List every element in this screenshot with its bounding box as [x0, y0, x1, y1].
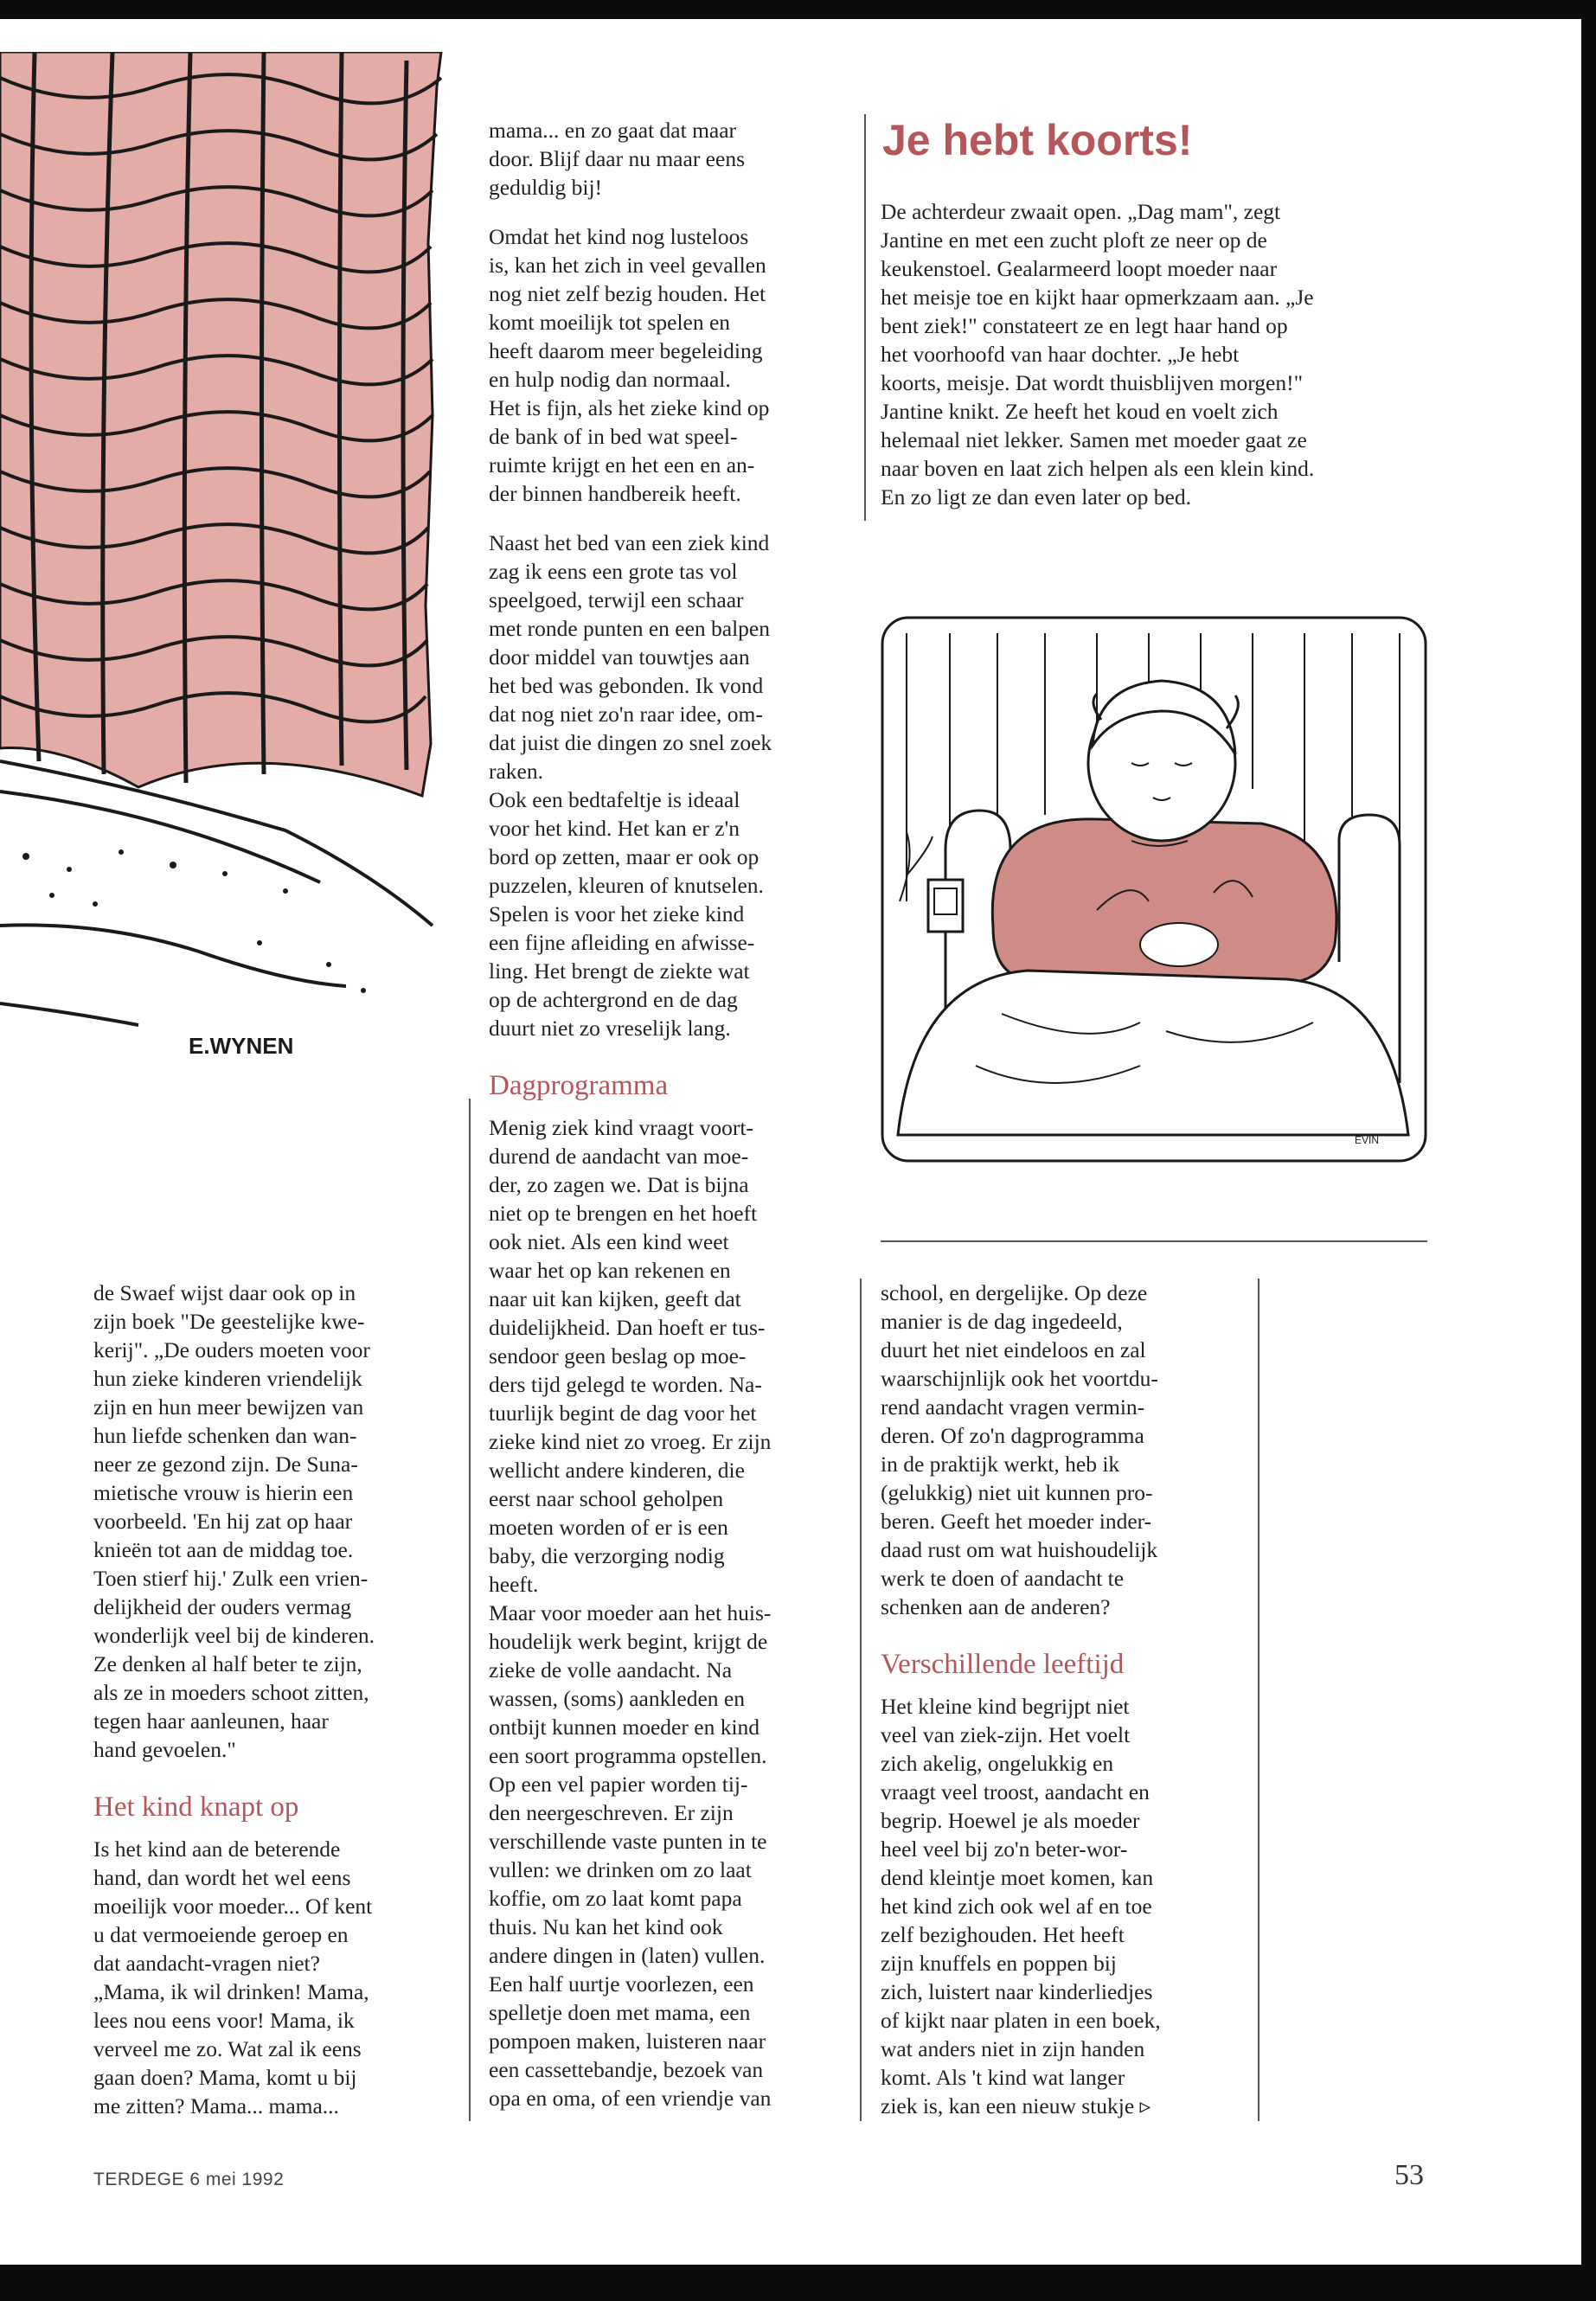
article-intro — [881, 197, 1417, 511]
article-headline: Je hebt koorts! — [882, 116, 1193, 164]
page-frame-right — [1581, 0, 1596, 2301]
curtain-illustration — [0, 52, 450, 1073]
section-heading-verschillende-leeftijd: Verschillende leeftijd — [881, 1649, 1125, 1680]
girl-in-bed-illustration — [881, 616, 1427, 1163]
paragraph: Menig ziek kind vraagt voort- durend de aandacht van moe- der, zo zagen we. Dat is bijna niet op te brengen en het hoeft ook niet. Als een kind weet waar het op kan rekenen en naar uit kan kijken, geeft dat duidelijkheid. Dan hoeft er tus- sendoor geen beslag op moe- ders tijd gelegd te worden. Na- tuurlijk begint de dag voor het zieke kind niet zo vroeg. Er zijn wellicht andere kinderen, die eerst naar school geholpen moeten worden of er is een baby, die verzorging nodig heeft. Maar voor moeder aan het huis- houdelijk werk begint, krijgt de zieke de volle aandacht. Na wassen, (soms) aankleden en ontbijt kunnen moeder en kind een soort programma opstellen. Op een vel papier worden tij- den neergeschreven. Er zijn verschillende vaste punten in te vullen: we drinken om zo laat koffie, om zo laat komt papa thuis. Nu kan het kind ook andere dingen in (laten) vullen. Een half uurtje voorlezen, een spelletje doen met mama, een pompoen maken, luisteren naar een cassettebandje, bezoek van opa en oma, of een vriendje van — [489, 1115, 772, 2111]
page-frame-bottom — [0, 2265, 1596, 2301]
paragraph: school, en dergelijke. Op deze manier is de dag ingedeeld, duurt het niet eindeloos en zal waarschijnlijk ook het voortdu- rend aandacht vragen vermin- deren. Of zo'n dagprogramma in de praktijk werkt, heb ik (gelukkig) niet uit kunnen pro- beren. Geeft het moeder inder- daad rust om wat huishoudelijk werk te doen of aandacht te schenken aan de anderen? — [881, 1280, 1158, 1619]
section-heading-dagprogramma: Dagprogramma — [489, 1070, 669, 1101]
page-frame-top — [0, 0, 1596, 19]
column-divider — [860, 1279, 862, 2121]
intro-paragraph: De achterdeur zwaait open. „Dag mam", zegt Jantine en met een zucht ploft ze neer op de keukenstoel. Gealarmeerd loopt moeder naar het meisje toe en kijkt haar opmerkzaam aan. „Je bent ziek!" constateert ze en legt haar hand op het voorhoofd van haar dochter. „Je hebt koorts, meisje. Dat wordt thuisblijven morgen!" Jantine knikt. Ze heeft het koud en voelt zich helemaal niet lekker. Samen met moeder gaat ze naar boven en laat zich helpen als een klein kind. En zo ligt ze dan even later op bed. — [881, 199, 1315, 510]
paragraph: Het kleine kind begrijpt niet veel van ziek-zijn. Het voelt zich akelig, ongelukkig en vraagt veel troost, aandacht en begrip. Hoewel je als moeder heel veel bij zo'n beter-wor- dend kleintje moet komen, kan het kind zich ook wel af en toe zelf bezighouden. Het heeft zijn knuffels en poppen bij zich, luistert naar kinderliedjes of kijkt naar platen in een boek, wat anders niet in zijn handen komt. Als 't kind wat langer ziek is, kan een nieuw stukje ▹ — [881, 1694, 1161, 2118]
article-column-right-bottom — [881, 1279, 1244, 2120]
column-divider — [469, 1099, 471, 2121]
page-number: 53 — [1394, 2159, 1424, 2191]
illustration-signature: EVIN — [1355, 1134, 1380, 1146]
article-column-middle-top — [489, 116, 852, 2112]
paragraph: Is het kind aan de beterende hand, dan wordt het wel eens moeilijk voor moeder... Of kent u dat vermoeiende geroep en dat aandacht-vragen niet? „Mama, ik wil drinken! Mama, lees nou eens voor! Mama, ik verveel me zo. Wat zal ik eens gaan doen? Mama, komt u bij me zitten? Mama... mama... — [93, 1836, 373, 2118]
column-divider — [864, 114, 866, 521]
paragraph: mama... en zo gaat dat maar door. Blijf daar nu maar eens geduldig bij! — [489, 118, 745, 200]
article-column-left-bottom — [93, 1279, 448, 2120]
curtain-artist-signature: E.WYNEN — [189, 1033, 294, 1059]
paragraph: Naast het bed van een ziek kind zag ik eens een grote tas vol speelgoed, terwijl een schaar met ronde punten en een balpen door middel van touwtjes aan het bed was gebonden. Ik vond dat nog niet zo'n raar idee, om- dat juist die dingen zo snel zoek raken. Ook een bedtafeltje is ideaal voor het kind. Het kan er z'n bord op zetten, maar er ook op puzzelen, kleuren of knutselen. Spelen is voor het zieke kind een fijne afleiding en afwisse- ling. Het brengt de ziekte wat op de achtergrond en de dag duurt niet zo vreselijk lang. — [489, 530, 772, 1041]
section-rule — [881, 1240, 1427, 1242]
footer-publication: TERDEGE 6 mei 1992 — [93, 2170, 285, 2189]
column-divider — [1258, 1279, 1259, 2121]
paragraph: Omdat het kind nog lusteloos is, kan het zich in veel gevallen nog niet zelf bezig houden. Het komt moeilijk tot spelen en heeft daarom meer begeleiding en hulp nodig dan normaal. Het is fijn, als het zieke kind op de bank of in bed wat speel- ruimte krijgt en het een en an- der binnen handbereik heeft. — [489, 224, 770, 506]
section-heading-kind-knapt-op: Het kind knapt op — [93, 1791, 299, 1823]
paragraph: de Swaef wijst daar ook op in zijn boek "De geestelijke kwe- kerij". „De ouders moeten voor hun zieke kinderen vriendelijk zijn en hun meer bewijzen van hun liefde schenken dan wan- neer ze gezond zijn. De Suna- mietische vrouw is hierin een voorbeeld. 'En hij zat op haar knieën tot aan de middag toe. Toen stierf hij.' Zulk een vrien- delijkheid der ouders vermag wonderlijk veel bij de kinderen. Ze denken al half beter te zijn, als ze in moeders schoot zitten, tegen haar aanleunen, haar hand gevoelen." — [93, 1280, 375, 1762]
